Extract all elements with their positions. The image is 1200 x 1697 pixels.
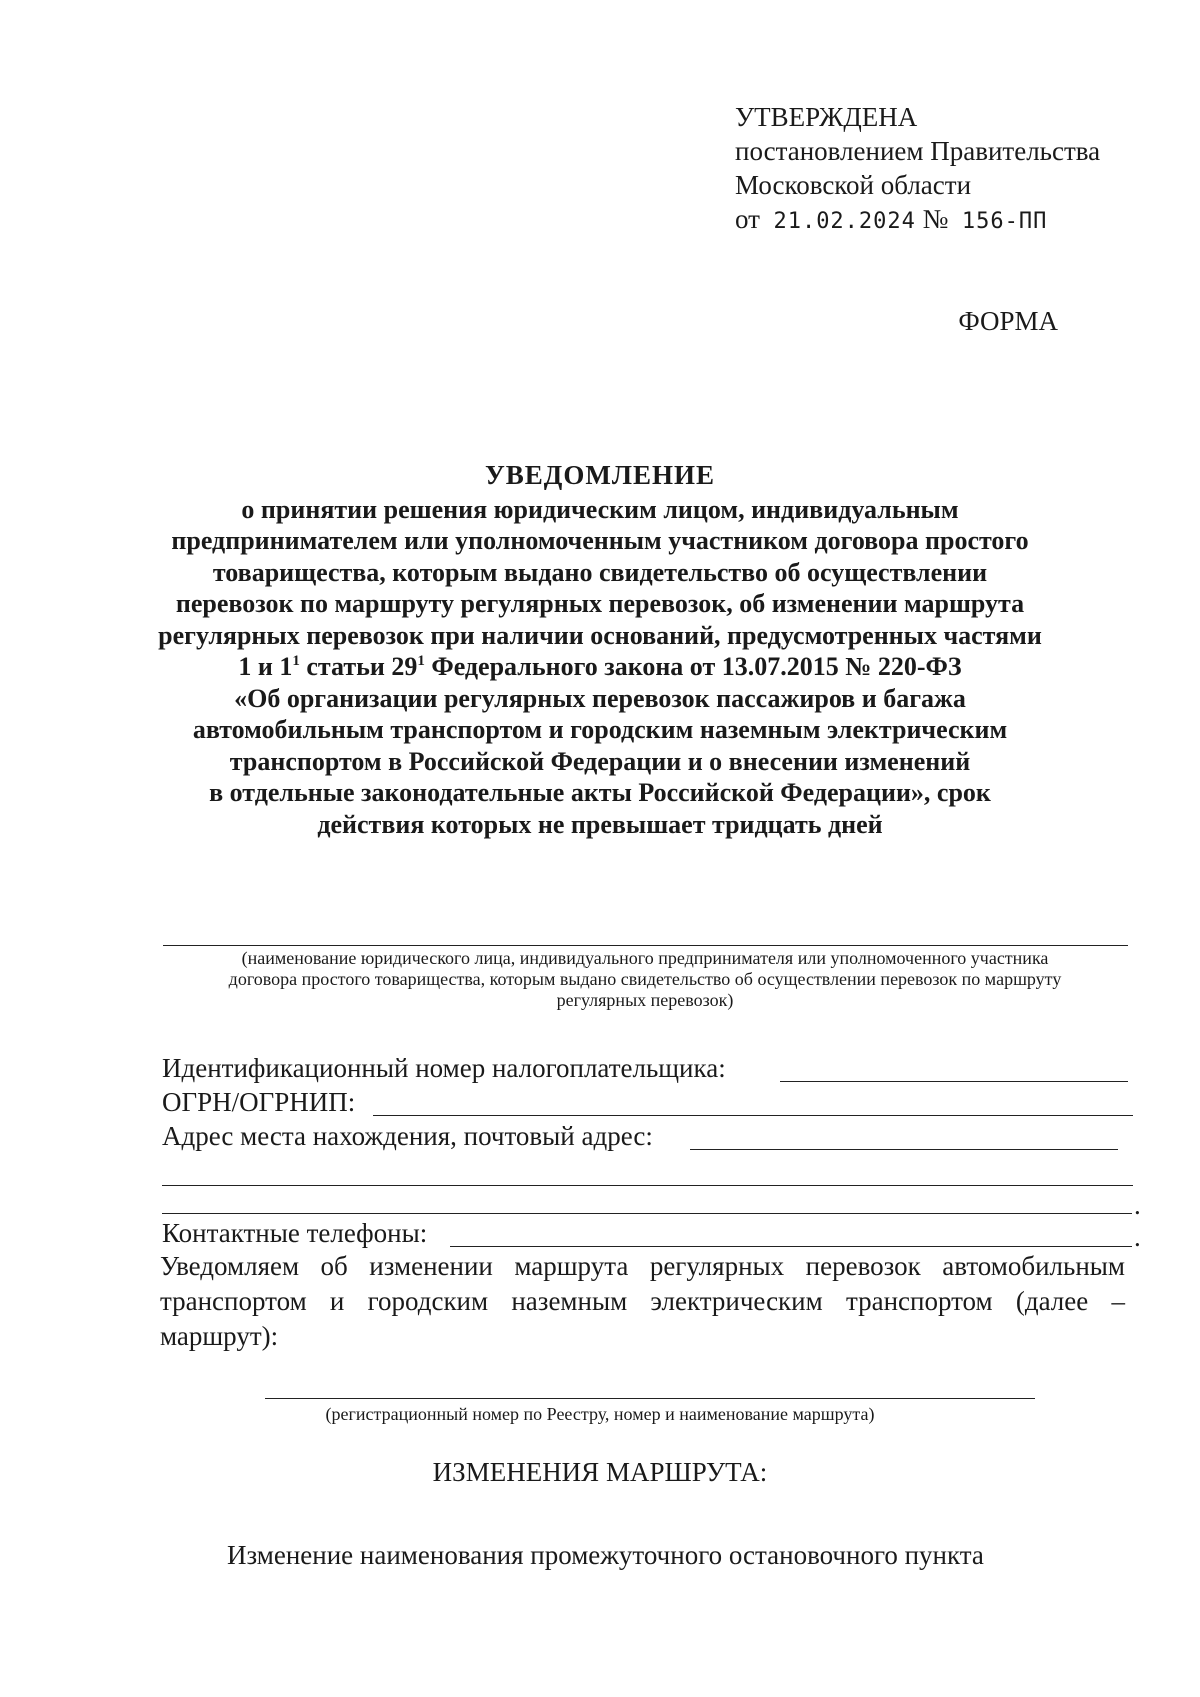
title-part: 1 и 1 [238,652,293,681]
approval-block [735,100,1100,239]
title-part: Федерального закона от 13.07.2015 № 220-ФЗ [424,652,962,681]
title-line: товарищества, которым выдано свидетельство об осуществлении [212,557,988,587]
approval-issuer: постановлением Правительства [735,136,1101,166]
document-title [150,460,1050,840]
address-field-line-2[interactable] [162,1185,1133,1186]
title-line: «Об организации регулярных перевозок пассажиров и багажа [234,683,966,713]
caption-line: договора простого товарищества, которым выдано свидетельство об осуществлении перевозок по маршруту [228,969,1062,989]
phones-label: Контактные телефоны: [162,1218,428,1248]
inn-label: Идентификационный номер налогоплательщика: [162,1053,726,1083]
approval-number: 156-ПП [961,209,1048,234]
period-mark: . [1134,1222,1141,1252]
title-line: автомобильным транспортом и городским наземным электрическим [192,715,1008,744]
superscript: 1 [417,653,425,669]
title-line: предпринимателем или уполномоченным участником договора простого [171,526,1029,555]
ogrn-field[interactable] [373,1115,1133,1116]
notice-paragraph: Уведомляем об изменении маршрута регулярных перевозок автомобильным транспортом и городским наземным электрическим транспортом (далее – маршрут): [160,1251,1125,1351]
title-line: транспортом в Российской Федерации и о внесении изменений [229,746,971,776]
address-field[interactable] [690,1149,1118,1150]
address-field-line-3[interactable] [162,1213,1132,1214]
title-line [150,651,1050,683]
title-part: статьи 29 [299,652,418,681]
address-label: Адрес места нахождения, почтовый адрес: [162,1121,653,1151]
title-line: о принятии решения юридическим лицом, индивидуальным [241,494,959,524]
ogrn-label: ОГРН/ОГРНИП: [162,1087,356,1117]
phones-field[interactable] [450,1246,1132,1247]
title-line: регулярных перевозок при наличии оснований, предусмотренных частями [158,620,1042,650]
section-title: ИЗМЕНЕНИЯ МАРШРУТА: [432,1457,768,1487]
title-line: в отдельные законодательные акты Российской Федерации», срок [209,778,991,807]
date-prefix: от [735,204,760,234]
entity-caption [150,948,1140,1011]
entity-name-line[interactable] [163,945,1128,946]
change-item: Изменение наименования промежуточного остановочного пункта [227,1540,984,1570]
inn-field[interactable] [780,1081,1128,1082]
route-caption: (регистрационный номер по Реестру, номер и наименование маршрута) [325,1404,875,1424]
form-label: ФОРМА [958,306,1058,336]
approval-date: 21.02.2024 [773,209,916,234]
approval-region: Московской области [735,170,972,200]
caption-line: (наименование юридического лица, индивидуального предпринимателя или уполномоченного участника [241,948,1049,968]
number-sign: № [922,204,949,234]
route-field[interactable] [265,1398,1035,1399]
superscript: 1 [292,653,300,669]
title-heading: УВЕДОМЛЕНИЕ [484,460,716,490]
title-line: действия которых не превышает тридцать дней [317,809,883,839]
approval-status: УТВЕРЖДЕНА [735,102,918,132]
caption-line: регулярных перевозок) [556,990,734,1010]
period-mark: . [1134,1190,1141,1220]
title-line: перевозок по маршруту регулярных перевозок, об изменении маршрута [175,589,1025,618]
approval-date-line [735,202,1100,239]
